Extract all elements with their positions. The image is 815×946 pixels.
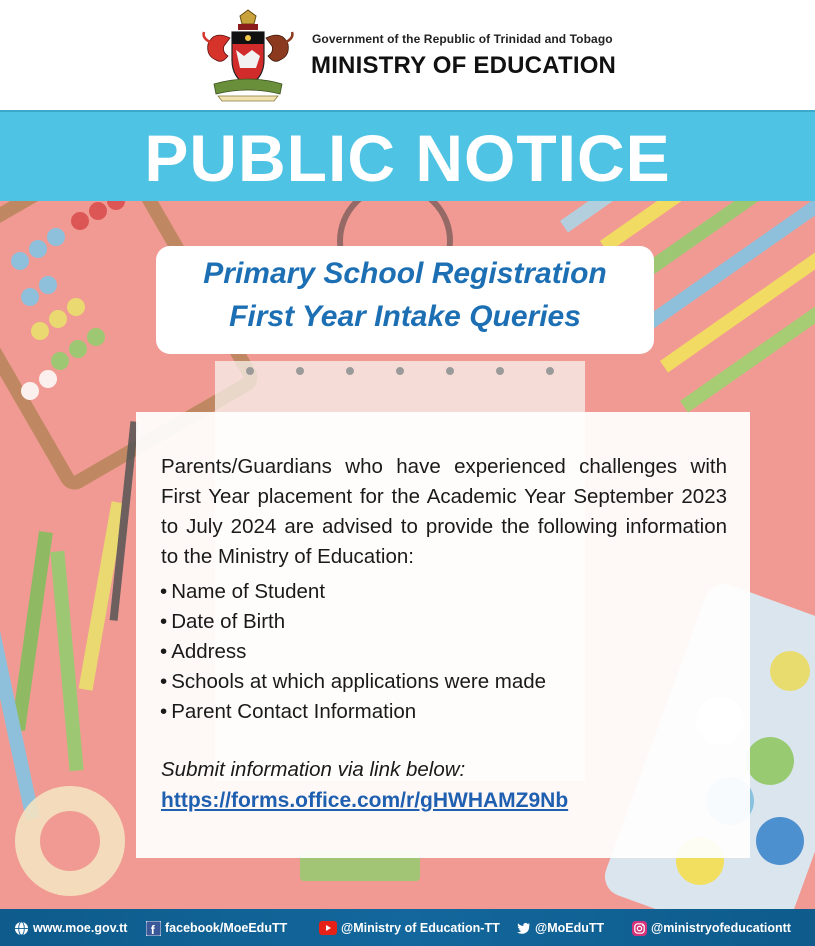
footer [0, 909, 815, 946]
header [0, 0, 815, 110]
list-item: • Schools at which applications were made [160, 667, 726, 697]
facebook-icon [146, 921, 161, 936]
facebook-text: facebook/MoeEduTT [165, 921, 288, 935]
footer-facebook[interactable] [146, 919, 287, 937]
list-item: • Name of Student [160, 577, 726, 607]
required-info-list [160, 577, 726, 727]
website-text: www.moe.gov.tt [33, 921, 128, 935]
youtube-icon [319, 921, 337, 935]
footer-website[interactable] [14, 919, 127, 937]
banner-title: PUBLIC NOTICE [144, 121, 671, 195]
footer-twitter[interactable] [516, 919, 604, 937]
subtitle-box [156, 246, 654, 354]
submit-instruction: Submit information via link below: [161, 758, 466, 781]
government-name: Government of the Republic of Trinidad and Tobago [312, 32, 613, 46]
list-item: • Date of Birth [160, 607, 726, 637]
list-item: • Address [160, 637, 726, 667]
subtitle-line-2: First Year Intake Queries [229, 300, 581, 333]
coat-of-arms-icon [200, 8, 296, 102]
forms-link[interactable]: https://forms.office.com/r/gHWHAMZ9Nb [161, 789, 569, 812]
list-item: • Parent Contact Information [160, 697, 726, 727]
public-notice-banner [0, 110, 815, 201]
notice-paragraph: Parents/Guardians who have experienced challenges with First Year placement for the Academic Year September 2023 to July 2024 are advised to provide the following information to the Ministry of Education: [161, 455, 727, 568]
instagram-text: @ministryofeducationtt [651, 921, 791, 935]
subtitle-line-1: Primary School Registration [203, 257, 607, 290]
ministry-name: MINISTRY OF EDUCATION [311, 52, 617, 79]
svg-text:f: f [150, 922, 155, 936]
twitter-text: @MoEduTT [535, 921, 605, 935]
footer-instagram[interactable] [632, 919, 791, 937]
globe-icon [14, 921, 29, 936]
notice-body [136, 412, 750, 858]
footer-youtube[interactable] [319, 919, 500, 937]
tape-roll-icon [15, 786, 125, 896]
instagram-icon [632, 921, 647, 936]
twitter-icon [516, 921, 531, 936]
youtube-text: @Ministry of Education-TT [341, 921, 500, 935]
